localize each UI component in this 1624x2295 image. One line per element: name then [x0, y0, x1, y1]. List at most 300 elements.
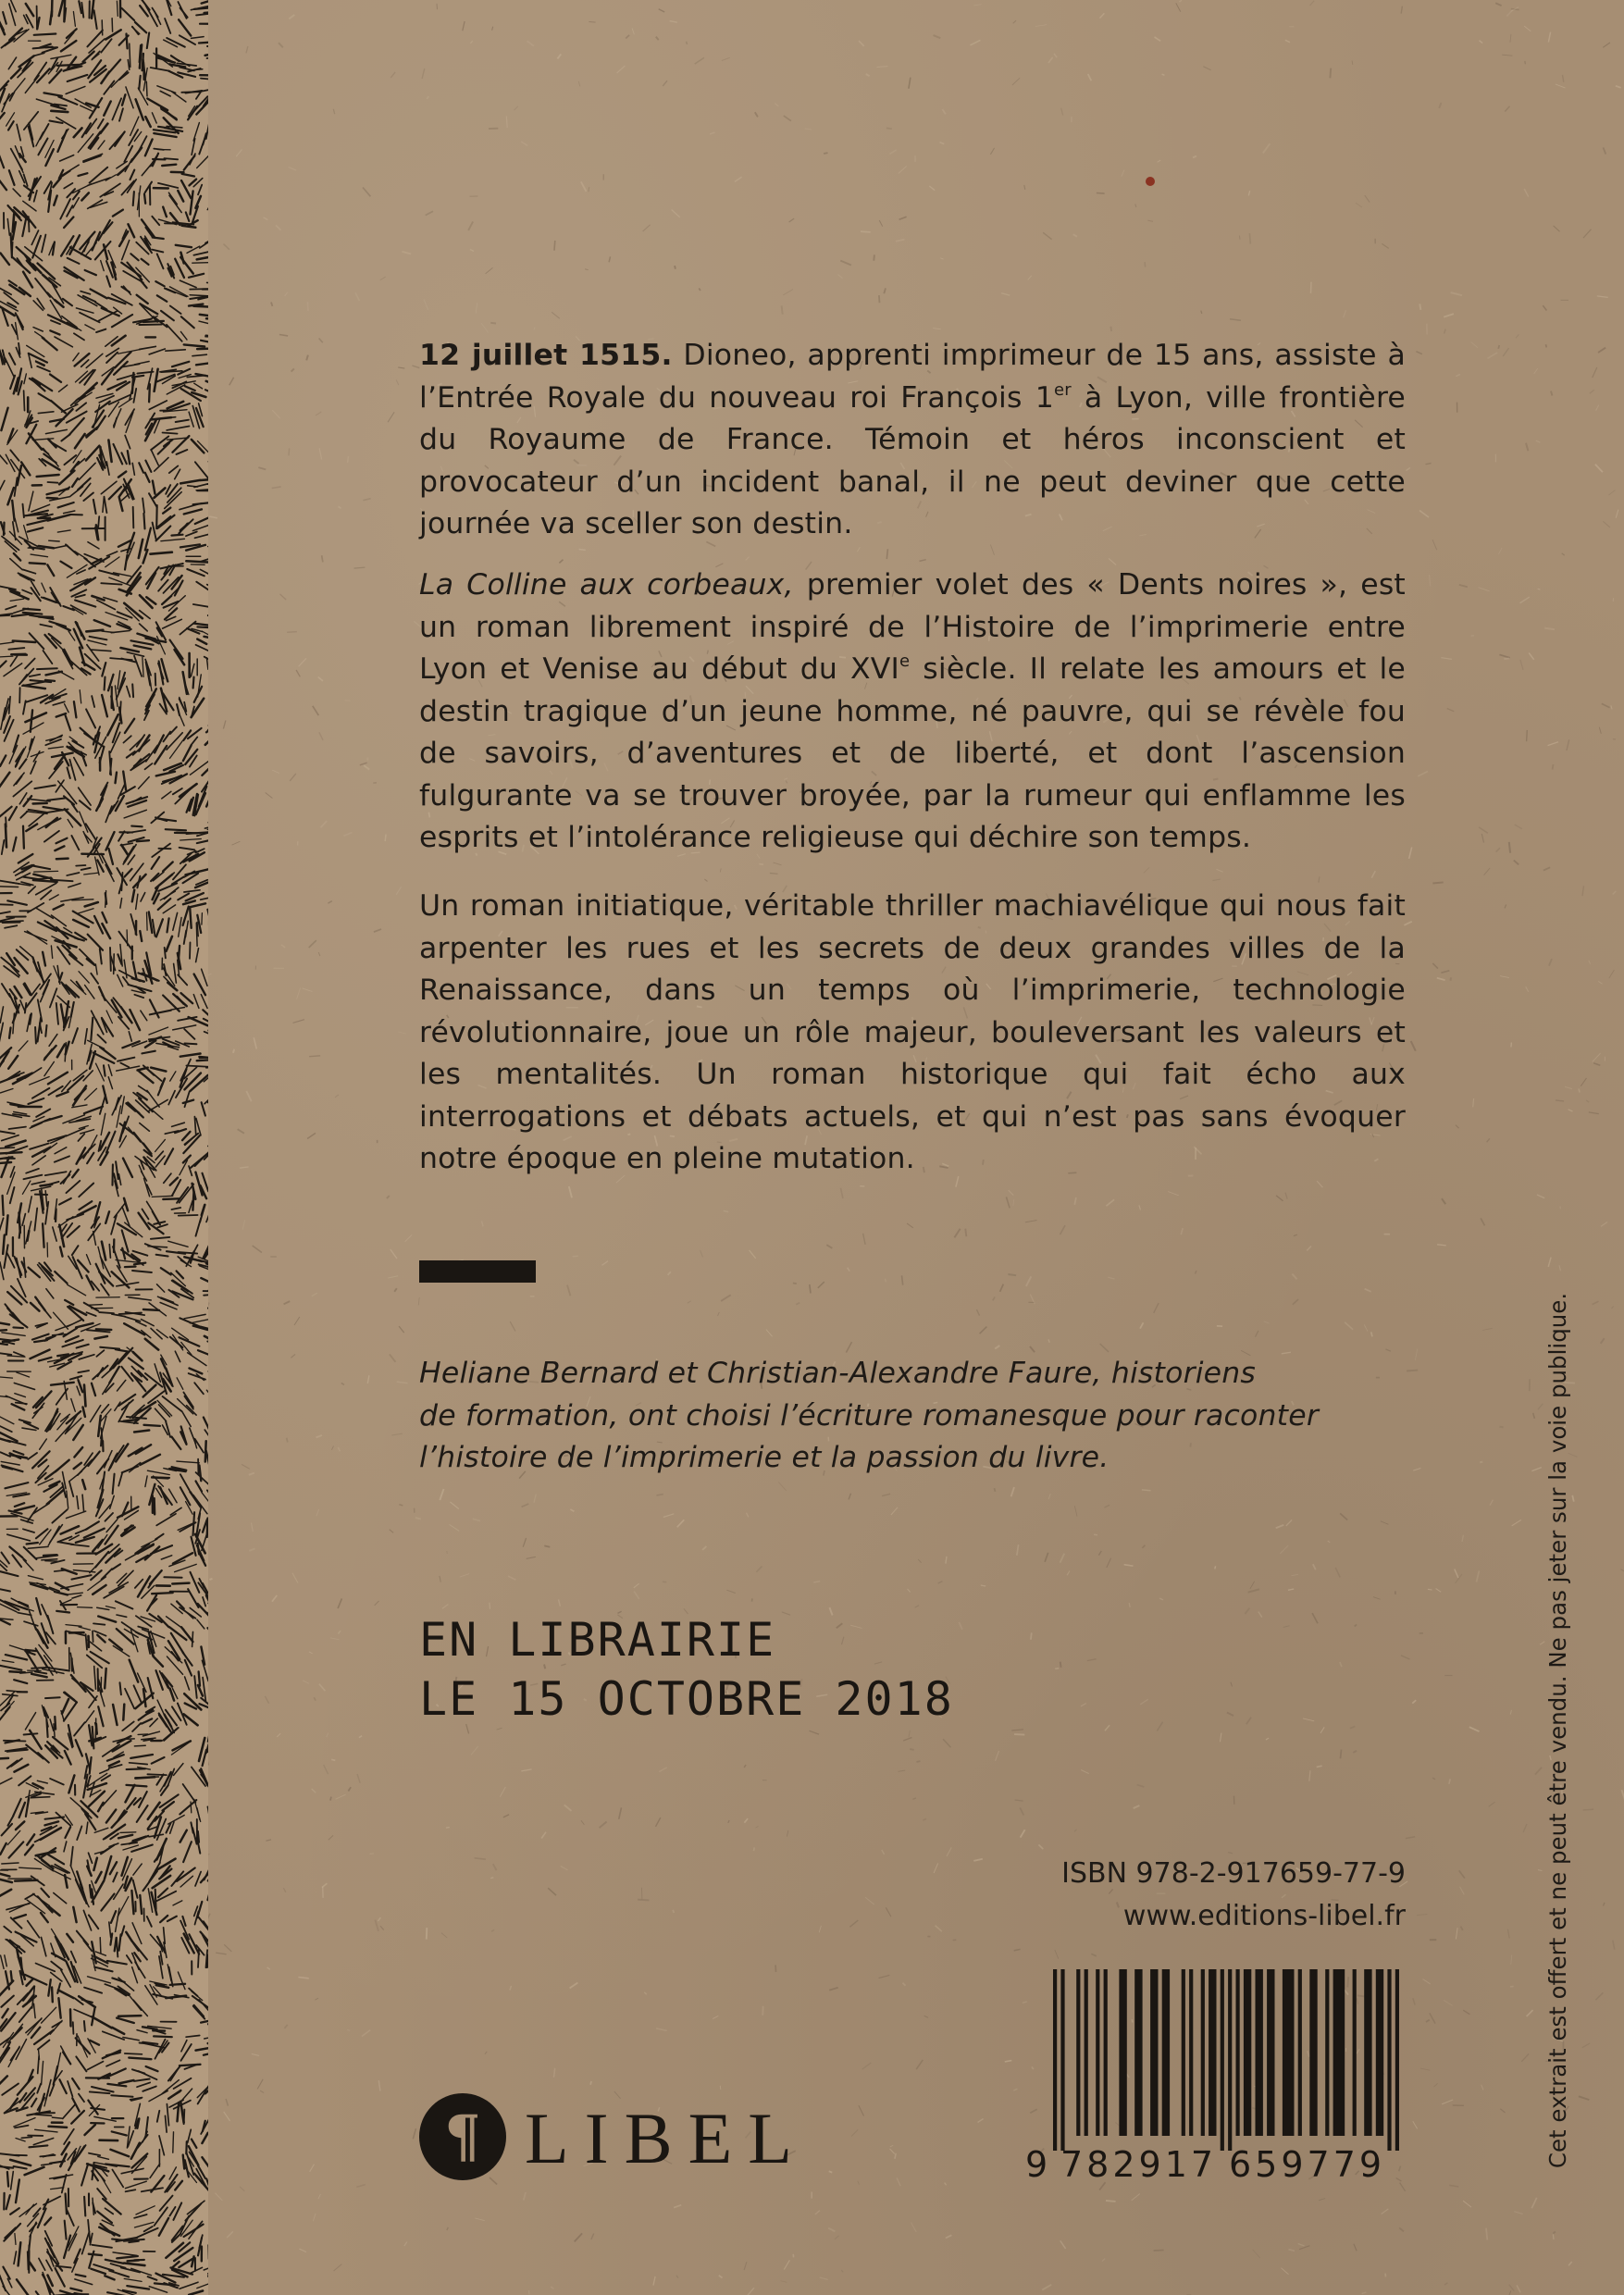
paper-fibre — [209, 1579, 212, 1580]
paper-fibre — [335, 1095, 339, 1098]
hatch-stroke — [181, 2044, 192, 2061]
hatch-stroke — [138, 136, 147, 153]
hatch-stroke — [56, 2268, 65, 2287]
hatch-stroke — [106, 1810, 117, 1823]
hatch-stroke — [68, 767, 70, 778]
hatch-stroke — [172, 92, 186, 102]
hatch-stroke — [170, 1072, 176, 1081]
paper-fibre — [940, 143, 945, 144]
hatch-stroke — [140, 346, 156, 349]
hatch-stroke — [42, 1559, 57, 1560]
hatch-stroke — [185, 386, 195, 391]
hatch-stroke — [178, 191, 183, 202]
hatch-stroke — [184, 344, 205, 346]
barcode-bar — [1364, 1969, 1371, 2136]
hatch-stroke — [84, 1303, 99, 1311]
hatch-stroke — [92, 596, 104, 601]
paper-fibre — [470, 250, 474, 252]
paper-fibre — [1432, 540, 1437, 550]
paper-fibre — [1529, 653, 1534, 660]
hatch-stroke — [129, 224, 135, 237]
hatch-stroke — [33, 751, 40, 762]
paper-fibre — [541, 1832, 546, 1839]
paper-fibre — [1459, 1870, 1465, 1878]
paper-fibre — [1097, 193, 1105, 194]
paper-fibre — [1462, 1535, 1463, 1542]
hatch-stroke — [67, 29, 77, 38]
paper-fibre — [829, 2171, 833, 2172]
paper-fibre — [849, 1920, 858, 1927]
hatch-stroke — [23, 570, 36, 574]
paper-fibre — [1011, 1487, 1014, 1496]
hatch-stroke — [203, 1597, 205, 1606]
hatch-stroke — [0, 1413, 14, 1423]
hatch-stroke — [31, 762, 36, 774]
paper-fibre — [704, 879, 707, 882]
hatch-stroke — [14, 2166, 27, 2169]
paper-fibre — [578, 81, 580, 87]
hatch-stroke — [21, 1958, 23, 1975]
hatch-stroke — [124, 2278, 142, 2281]
hatch-stroke — [0, 1089, 13, 1093]
hatch-stroke — [132, 1967, 138, 1983]
hatch-stroke — [106, 462, 109, 475]
hatch-stroke — [172, 1583, 189, 1584]
hatch-stroke — [7, 2172, 8, 2187]
hatch-stroke — [98, 1617, 116, 1622]
paper-fibre — [1442, 2100, 1453, 2104]
hatch-stroke — [186, 2036, 200, 2038]
paper-fibre — [1568, 1110, 1573, 1111]
hatch-stroke — [71, 1847, 73, 1867]
paper-fibre — [290, 774, 296, 781]
hatch-stroke — [112, 315, 132, 327]
paper-fibre — [1355, 1625, 1357, 1627]
paper-speck — [1146, 177, 1155, 186]
paper-fibre — [1013, 20, 1016, 23]
hatch-stroke — [2, 1466, 23, 1472]
hatch-stroke — [61, 41, 77, 51]
paper-fibre — [1609, 970, 1615, 978]
paper-fibre — [314, 1697, 316, 1700]
hatch-stroke — [171, 1208, 180, 1210]
paper-fibre — [279, 43, 283, 47]
hatch-stroke — [178, 974, 187, 985]
paper-fibre — [805, 129, 812, 130]
hatch-stroke — [204, 1418, 208, 1439]
hatch-stroke — [113, 210, 123, 217]
paper-fibre — [1473, 1098, 1474, 1107]
hatch-stroke — [117, 2256, 138, 2258]
hatch-stroke — [123, 1420, 138, 1421]
hatch-stroke — [55, 1156, 69, 1161]
paper-fibre — [294, 1317, 300, 1325]
hatch-stroke — [36, 1598, 41, 1615]
paper-fibre — [405, 1235, 413, 1242]
hatch-stroke — [161, 1556, 171, 1559]
hatch-stroke — [76, 2056, 86, 2071]
hatch-stroke — [0, 1843, 6, 1855]
paper-fibre — [475, 2218, 485, 2221]
paper-fibre — [1505, 106, 1509, 112]
hatch-stroke — [6, 1655, 27, 1659]
hatch-stroke — [92, 696, 94, 707]
paper-fibre — [775, 104, 778, 106]
paper-fibre — [510, 1986, 512, 1991]
hatch-stroke — [132, 2153, 148, 2167]
paper-fibre — [240, 2187, 244, 2191]
paper-fibre — [1598, 348, 1605, 353]
hatch-stroke — [66, 86, 85, 93]
hatch-stroke — [205, 1336, 208, 1341]
hatch-stroke — [124, 286, 131, 294]
hatch-stroke — [26, 825, 37, 832]
paper-fibre — [481, 323, 489, 332]
hatch-stroke — [206, 381, 208, 385]
paper-fibre — [923, 1818, 926, 1820]
hatch-stroke — [22, 218, 26, 236]
hatch-stroke — [173, 1901, 182, 1905]
hatch-stroke — [84, 873, 99, 875]
hatch-stroke — [16, 776, 21, 784]
hatch-stroke — [180, 1830, 187, 1842]
paper-fibre — [1499, 654, 1509, 657]
paper-fibre — [316, 412, 321, 416]
hatch-stroke — [33, 2139, 53, 2145]
paper-fibre — [1294, 1234, 1297, 1236]
hatch-stroke — [205, 2035, 208, 2039]
hatch-stroke — [45, 47, 56, 48]
hatch-stroke — [72, 1028, 78, 1043]
hatch-stroke — [155, 736, 164, 753]
paper-fibre — [1616, 86, 1621, 88]
paper-fibre — [299, 658, 306, 666]
hatch-stroke — [139, 76, 141, 90]
paper-fibre — [688, 1301, 691, 1303]
paper-fibre — [1091, 1954, 1097, 1955]
paper-fibre — [303, 1681, 309, 1683]
paper-fibre — [492, 27, 493, 31]
paper-fibre — [890, 2149, 895, 2154]
hatch-stroke — [167, 325, 182, 341]
paper-fibre — [978, 2119, 984, 2123]
hatch-stroke — [10, 2208, 19, 2214]
paper-fibre — [861, 231, 871, 232]
paper-fibre — [1436, 1589, 1442, 1593]
paper-fibre — [1276, 1196, 1283, 1201]
hatch-stroke — [199, 42, 208, 43]
paper-fibre — [1613, 891, 1617, 895]
hatch-stroke — [102, 1405, 109, 1413]
hatch-stroke — [9, 354, 15, 365]
hatch-stroke — [0, 1618, 13, 1619]
paper-fibre — [1258, 1612, 1262, 1618]
paper-fibre — [318, 677, 323, 681]
paper-fibre — [884, 288, 886, 293]
hatch-stroke — [164, 1928, 166, 1944]
hatch-stroke — [76, 2275, 86, 2276]
paper-fibre — [424, 299, 428, 310]
paper-fibre — [315, 1998, 318, 2000]
paper-fibre — [298, 1978, 308, 1979]
paper-fibre — [943, 1739, 950, 1747]
hatch-stroke — [10, 376, 15, 389]
paper-fibre — [318, 2194, 321, 2199]
paper-fibre — [1373, 1597, 1381, 1600]
hatch-stroke — [147, 1470, 169, 1474]
paper-fibre — [1456, 1125, 1459, 1129]
hatch-stroke — [0, 755, 6, 766]
hatch-stroke — [189, 412, 193, 427]
hatch-stroke — [102, 912, 106, 923]
hatch-stroke — [208, 1722, 209, 1743]
hatch-stroke — [111, 71, 128, 88]
hatch-stroke — [42, 583, 45, 592]
hatch-stroke — [112, 1564, 120, 1569]
hatch-stroke — [72, 1170, 79, 1177]
hatch-stroke — [202, 1205, 205, 1215]
paper-fibre — [1132, 2194, 1140, 2201]
hatch-stroke — [11, 2172, 14, 2190]
hatch-stroke — [72, 2078, 80, 2090]
hatch-stroke — [149, 384, 150, 402]
hatch-stroke — [34, 191, 37, 202]
hatch-stroke — [98, 1416, 101, 1436]
paper-fibre — [427, 1928, 428, 1940]
paper-fibre — [266, 793, 273, 799]
hatch-stroke — [78, 1134, 84, 1141]
paper-fibre — [348, 456, 349, 463]
hatch-stroke — [90, 2234, 92, 2245]
hatch-stroke — [38, 139, 47, 155]
paper-fibre — [1531, 2198, 1536, 2208]
hatch-stroke — [95, 1872, 101, 1883]
hatch-stroke — [102, 20, 103, 35]
paper-fibre — [728, 1820, 729, 1823]
hatch-stroke — [76, 1529, 88, 1533]
hatch-stroke — [75, 601, 95, 607]
paper-fibre — [1451, 292, 1462, 295]
paper-fibre — [313, 706, 319, 715]
hatch-stroke — [114, 1884, 123, 1899]
paper-fibre — [367, 1375, 369, 1383]
hatch-stroke — [24, 112, 38, 130]
paper-fibre — [702, 1546, 706, 1550]
hatch-stroke — [0, 661, 6, 672]
paper-fibre — [1382, 243, 1388, 248]
paper-fibre — [289, 167, 297, 171]
hatch-stroke — [146, 745, 158, 762]
hatch-stroke — [105, 30, 121, 39]
hatch-stroke — [120, 1832, 136, 1833]
hatch-stroke — [71, 1952, 76, 1963]
hatch-stroke — [146, 2066, 158, 2071]
hatch-stroke — [120, 1063, 129, 1068]
hatch-stroke — [79, 1627, 90, 1630]
paper-fibre — [418, 1297, 419, 1305]
paper-fibre — [1546, 344, 1547, 347]
paper-fibre — [700, 1250, 703, 1257]
paper-fibre — [748, 2288, 754, 2295]
paper-fibre — [917, 1761, 921, 1762]
paper-fibre — [970, 40, 980, 45]
paper-fibre — [1309, 1770, 1310, 1781]
hatch-stroke — [179, 918, 181, 937]
hatch-stroke — [157, 254, 164, 268]
paper-fibre — [1045, 1553, 1048, 1562]
hatch-stroke — [96, 1329, 112, 1330]
hatch-stroke — [82, 1495, 84, 1511]
hatch-stroke — [123, 736, 130, 742]
paper-fibre — [1012, 78, 1020, 85]
paper-fibre — [815, 2211, 820, 2214]
paper-fibre — [1292, 1574, 1299, 1575]
hatch-stroke — [134, 656, 142, 676]
paper-fibre — [1444, 2000, 1453, 2005]
paper-fibre — [1015, 1800, 1023, 1801]
hatch-stroke — [167, 983, 177, 991]
paper-fibre — [677, 1520, 685, 1527]
paper-fibre — [1426, 464, 1432, 465]
paper-fibre — [1521, 2053, 1529, 2061]
hatch-stroke — [66, 2194, 67, 2214]
hatch-stroke — [179, 1215, 198, 1216]
hatch-stroke — [159, 2218, 168, 2236]
hatch-stroke — [13, 189, 20, 196]
hatch-stroke — [123, 1739, 134, 1740]
hatched-engraving-pattern — [0, 0, 208, 2295]
hatch-stroke — [118, 1897, 129, 1917]
hatch-stroke — [31, 1182, 44, 1185]
hatch-stroke — [15, 1503, 24, 1507]
hatch-stroke — [39, 2049, 40, 2059]
barcode-bar — [1325, 1969, 1329, 2136]
paper-fibre — [1021, 1830, 1025, 1837]
hatch-stroke — [75, 434, 85, 448]
hatch-stroke — [104, 1587, 124, 1598]
paper-fibre — [1094, 1534, 1097, 1535]
hatch-stroke — [134, 995, 143, 998]
paper-fibre — [309, 1652, 313, 1654]
paper-fibre — [1009, 1190, 1014, 1196]
hatch-stroke — [186, 212, 190, 221]
hatch-stroke — [134, 646, 152, 650]
paper-fibre — [1461, 1927, 1463, 1930]
hatch-stroke — [22, 1181, 31, 1194]
hatch-stroke — [156, 772, 175, 776]
hatch-stroke — [93, 1232, 96, 1246]
hatch-stroke — [182, 174, 194, 177]
paper-fibre — [264, 217, 268, 220]
synopsis-paragraph-2 — [419, 564, 1406, 860]
hatch-stroke — [25, 1003, 26, 1013]
hatch-stroke — [125, 847, 134, 862]
hatch-stroke — [163, 905, 175, 913]
hatch-stroke — [132, 1723, 141, 1731]
paper-fibre — [229, 378, 234, 386]
hatch-stroke — [106, 60, 120, 77]
hatch-stroke — [96, 329, 105, 332]
paper-fibre — [1549, 959, 1552, 966]
paper-fibre — [674, 2205, 681, 2208]
hatch-stroke — [163, 1802, 174, 1811]
paper-fibre — [1593, 367, 1597, 378]
hatch-stroke — [43, 807, 63, 810]
hatch-stroke — [137, 2030, 147, 2033]
paper-fibre — [1335, 1568, 1340, 1578]
hatch-stroke — [184, 509, 202, 514]
hatch-stroke — [23, 1559, 33, 1570]
hatch-stroke — [89, 2254, 102, 2255]
hatch-stroke — [195, 1172, 202, 1196]
paper-fibre — [1437, 978, 1445, 980]
hatch-stroke — [154, 133, 176, 137]
hatch-stroke — [151, 1237, 169, 1239]
hatch-stroke — [83, 1408, 85, 1417]
paper-fibre — [253, 1246, 262, 1253]
paper-fibre — [1147, 220, 1153, 221]
hatch-stroke — [183, 1653, 192, 1666]
hatch-stroke — [65, 1300, 73, 1305]
hatch-stroke — [0, 1130, 15, 1134]
hatch-stroke — [79, 173, 88, 176]
hatch-stroke — [92, 0, 93, 19]
synopsis-paragraph-3: Un roman initiatique, véritable thriller machiavélique qui nous fait arpenter les rues et les secrets de deux grandes villes de la Renaissance, dans un temps où l’imprimerie, technologie révolutionnaire, joue un rôle majeur, bouleversant les valeurs et les mentalités. Un roman historique qui fait écho aux interrogations et débats actuels, et qui n’est pas sans évoquer notre époque en pleine mutation. — [419, 889, 1406, 1175]
paper-fibre — [402, 252, 411, 254]
hatch-stroke — [4, 1245, 7, 1268]
barcode-bar — [1387, 1969, 1391, 2151]
hatch-stroke — [0, 642, 14, 645]
paper-fibre — [796, 1303, 800, 1305]
hatch-stroke — [151, 1068, 166, 1072]
hatch-stroke — [100, 1769, 109, 1773]
paper-fibre — [1098, 1551, 1101, 1556]
hatch-stroke — [44, 2217, 51, 2225]
hatch-stroke — [168, 1241, 188, 1247]
synopsis-paragraph-1 — [419, 335, 1406, 546]
hatch-stroke — [43, 338, 57, 351]
hatch-stroke — [79, 2094, 84, 2103]
hatch-stroke — [130, 1836, 149, 1844]
hatch-stroke — [180, 2065, 201, 2066]
hatch-stroke — [72, 478, 78, 487]
hatch-stroke — [71, 836, 79, 850]
paper-fibre — [1354, 2244, 1357, 2252]
hatch-stroke — [0, 1452, 10, 1457]
paper-fibre — [413, 2128, 415, 2139]
hatch-stroke — [36, 1391, 52, 1408]
hatch-stroke — [83, 1941, 92, 1952]
hatch-stroke — [83, 155, 101, 162]
paper-fibre — [617, 66, 626, 73]
hatch-stroke — [178, 894, 189, 900]
hatch-stroke — [89, 1051, 92, 1061]
paper-fibre — [1409, 848, 1412, 859]
publisher-logo — [419, 2093, 808, 2186]
hatch-stroke — [132, 2069, 144, 2073]
paper-fibre — [1230, 319, 1241, 321]
hatch-stroke — [0, 1981, 13, 1997]
hatch-stroke — [183, 1784, 196, 1803]
hatch-stroke — [22, 1428, 36, 1430]
hatch-stroke — [73, 354, 79, 361]
hatch-stroke — [2, 41, 11, 48]
paper-fibre — [1487, 1138, 1490, 1142]
paper-fibre — [699, 288, 700, 291]
hatch-stroke — [57, 1355, 68, 1357]
paper-fibre — [1213, 879, 1221, 881]
paper-fibre — [330, 1797, 331, 1801]
